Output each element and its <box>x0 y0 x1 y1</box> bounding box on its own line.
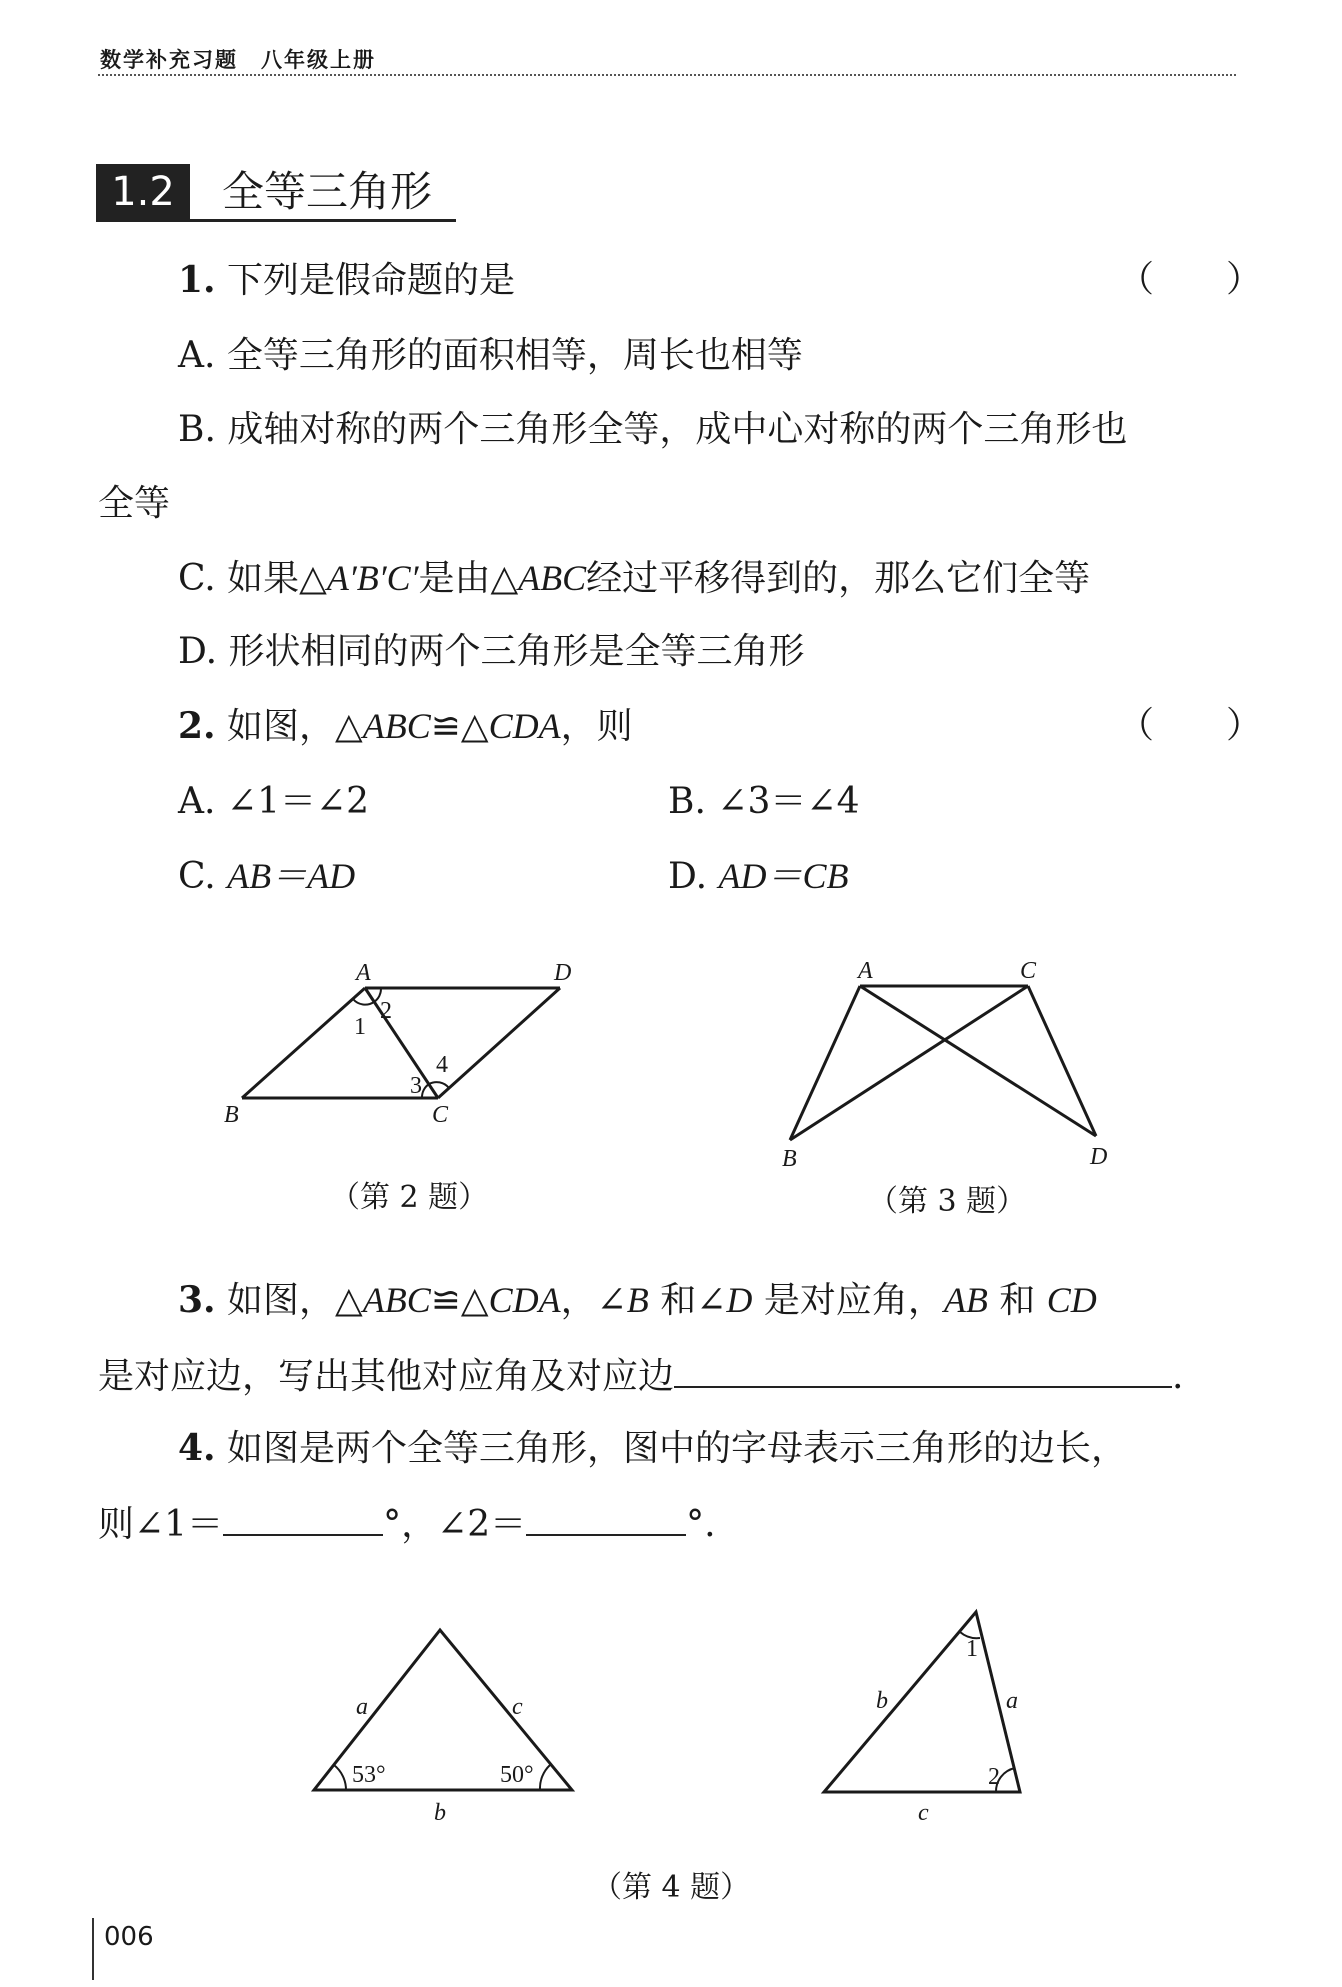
q1-answer-paren[interactable]: （ ） <box>1118 259 1263 300</box>
q3-line-2 <box>98 1350 1183 1401</box>
section-title: 全等三角形 <box>222 167 433 216</box>
side-label-a: a <box>1006 1688 1018 1714</box>
option-text: 如果△ <box>227 558 327 599</box>
label-a: A <box>858 958 873 984</box>
label-a: A <box>356 960 371 986</box>
option-label: B. <box>178 409 216 450</box>
stem-text: 和∠ <box>648 1280 727 1321</box>
option-label: A. <box>178 781 216 822</box>
page-number-bar <box>92 1918 94 1980</box>
option-text: 全等三角形的面积相等，周长也相等 <box>226 335 803 376</box>
angle-label-1: 1 <box>354 1014 366 1040</box>
vertex-name: B <box>626 1280 649 1320</box>
q1-option-b[interactable] <box>178 406 1127 454</box>
side-label-a: a <box>356 1694 368 1720</box>
triangle-name: ABC <box>362 1280 431 1320</box>
angle-arc-50 <box>540 1765 550 1790</box>
q1-stem <box>178 256 515 305</box>
option-text: 经过平移得到的，那么它们全等 <box>586 558 1091 599</box>
segment-ac <box>365 988 438 1098</box>
q1-option-a[interactable] <box>178 332 803 380</box>
q1-number: 1. <box>178 259 216 301</box>
figure-q4-triangle-right <box>800 1598 1060 1838</box>
figure-q2-caption: （第 2 题） <box>330 1180 489 1215</box>
stem-text: 则∠1＝ <box>98 1504 224 1545</box>
q4-angle1-blank[interactable] <box>223 1498 383 1536</box>
segment-ab <box>242 988 365 1098</box>
label-c: C <box>432 1102 449 1128</box>
option-text: AB＝AD <box>227 856 356 896</box>
triangle-name: ABC <box>518 558 587 598</box>
angle-label-2: 2 <box>380 998 392 1024</box>
triangle-name: A′B′C′ <box>326 558 419 598</box>
option-text: 形状相同的两个三角形是全等三角形 <box>228 631 805 672</box>
stem-text: °. <box>686 1504 716 1545</box>
stem-text: 如图，△ <box>227 706 363 747</box>
header-divider <box>98 74 1236 76</box>
label-b: B <box>782 1146 797 1168</box>
option-label: C. <box>178 856 216 897</box>
stem-text: 是对应角， <box>752 1280 944 1321</box>
stem-text: ，则 <box>560 706 633 747</box>
label-c: C <box>1020 958 1037 984</box>
q2-number: 2. <box>178 705 216 747</box>
figure-q4-caption: （第 4 题） <box>592 1870 751 1905</box>
congruent-symbol: ≌△ <box>430 706 489 747</box>
option-text: ∠3＝∠4 <box>717 781 860 822</box>
label-d: D <box>554 960 572 986</box>
side-label-b: b <box>876 1688 888 1714</box>
stem-text: 是对应边，写出其他对应角及对应边 <box>98 1356 675 1397</box>
option-label: A. <box>178 335 216 376</box>
congruent-symbol: ≌△ <box>430 1280 489 1321</box>
side-label-c: c <box>918 1800 929 1826</box>
angle-label-4: 4 <box>436 1052 448 1078</box>
q2-stem <box>178 702 633 751</box>
triangle-name: CDA <box>488 1280 561 1320</box>
q4-line-2 <box>98 1498 716 1549</box>
label-d: D <box>1090 1144 1108 1168</box>
triangle-name: CDA <box>488 706 561 746</box>
q4-number: 4. <box>178 1427 216 1469</box>
angle-arc-3 <box>422 1084 429 1098</box>
section-number: 1.2 <box>96 164 190 220</box>
q4-line-1 <box>178 1424 1127 1473</box>
stem-text: °，∠2＝ <box>383 1504 527 1545</box>
stem-text: 如图是两个全等三角形，图中的字母表示三角形的边长， <box>227 1428 1128 1469</box>
option-label: D. <box>178 631 218 672</box>
triangle-name: ABC <box>362 706 431 746</box>
side-name: AB <box>943 1280 988 1320</box>
side-label-c: c <box>512 1694 523 1720</box>
option-text: 是由△ <box>418 558 519 599</box>
figure-q3-crossed-triangles <box>770 948 1110 1168</box>
angle-arc-1 <box>353 999 374 1005</box>
vertex-name: D <box>726 1280 753 1320</box>
q1-option-b-cont: 全等 <box>98 483 171 524</box>
q1-option-d[interactable] <box>178 628 805 676</box>
angle-label-3: 3 <box>410 1073 422 1099</box>
figure-q3-caption: （第 3 题） <box>868 1184 1027 1219</box>
q3-line-1 <box>178 1276 1097 1325</box>
option-text: 成轴对称的两个三角形全等，成中心对称的两个三角形也 <box>227 409 1128 450</box>
q2-answer-paren[interactable]: （ ） <box>1118 705 1263 746</box>
label-b: B <box>224 1102 239 1128</box>
segment-cd <box>438 988 560 1098</box>
q2-option-c[interactable] <box>178 852 355 901</box>
option-label: C. <box>178 558 216 599</box>
section-underline <box>96 219 456 222</box>
stem-text: 如图，△ <box>227 1280 363 1321</box>
side-label-b: b <box>434 1800 446 1826</box>
figure-q4-triangle-left <box>300 1610 600 1830</box>
figure-q2-parallelogram <box>220 950 600 1130</box>
angle-value-50: 50° <box>500 1762 534 1788</box>
q2-option-b[interactable] <box>668 778 860 826</box>
q4-angle2-blank[interactable] <box>526 1498 686 1536</box>
q3-number: 3. <box>178 1279 216 1321</box>
option-text: AD＝CB <box>718 856 849 896</box>
stem-text: . <box>1172 1356 1184 1397</box>
angle-label-2: 2 <box>988 1764 1000 1790</box>
q1-stem-text: 下列是假命题的是 <box>227 260 516 301</box>
page-number: 006 <box>104 1922 154 1952</box>
q3-answer-blank[interactable] <box>674 1350 1172 1388</box>
option-label: B. <box>668 781 706 822</box>
option-text: ∠1＝∠2 <box>226 781 370 822</box>
q1-option-c[interactable] <box>178 554 1090 603</box>
angle-arc-53 <box>334 1765 346 1790</box>
stem-text: 和 <box>987 1280 1047 1321</box>
book-header: 数学补充习题 八年级上册 <box>100 48 376 72</box>
stem-text: ，∠ <box>560 1280 627 1321</box>
option-label: D. <box>668 856 708 897</box>
angle-value-53: 53° <box>352 1762 386 1788</box>
q2-option-a[interactable] <box>178 778 369 826</box>
q2-option-d[interactable] <box>668 852 848 901</box>
side-name: CD <box>1046 1280 1097 1320</box>
angle-label-1: 1 <box>966 1636 978 1662</box>
